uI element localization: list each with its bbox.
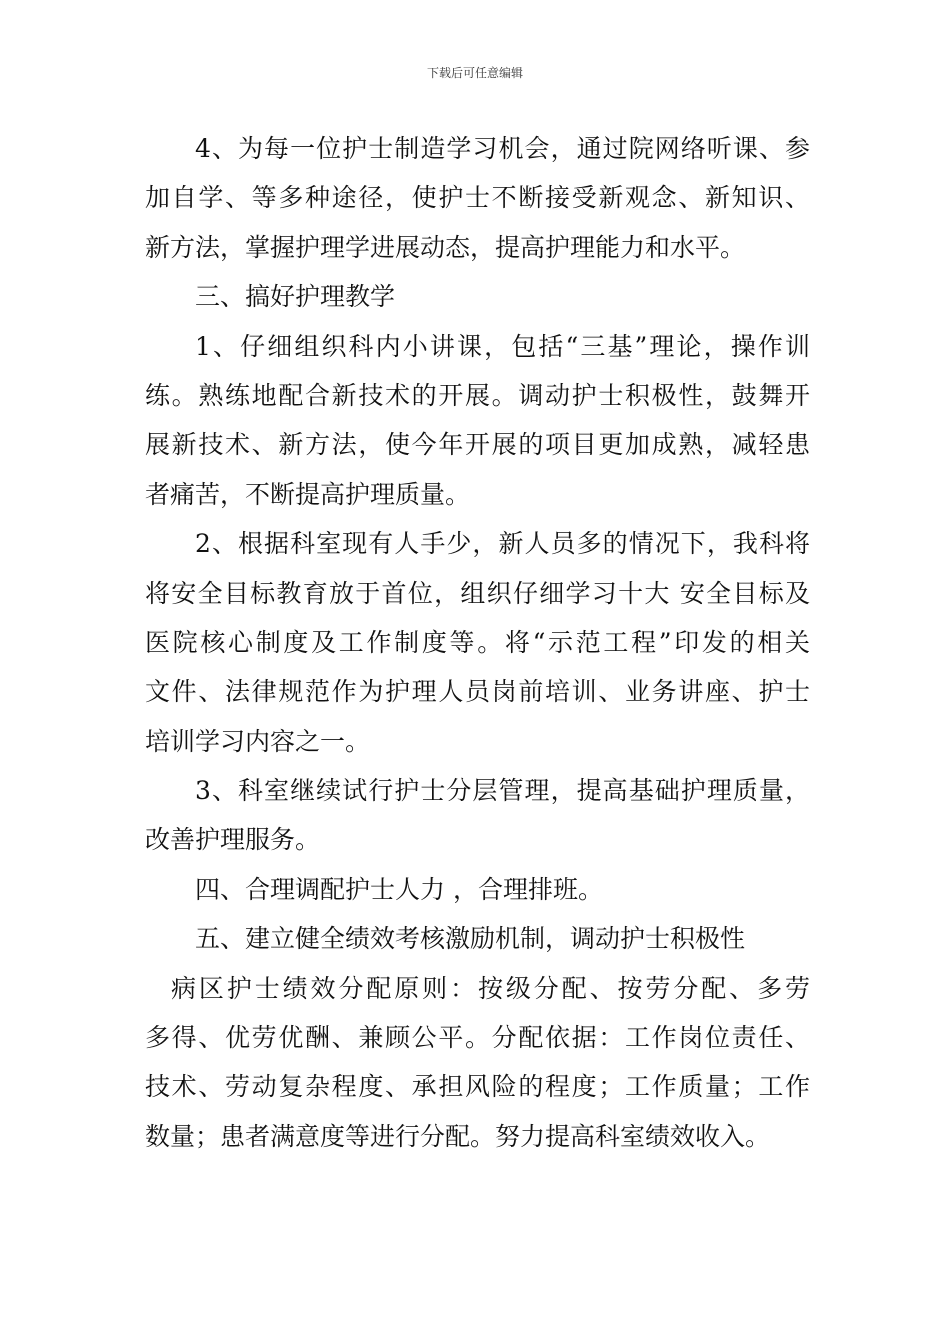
paragraph-line: 医院核心制度及工作制度等。将“示范工程”印发的相关 bbox=[145, 627, 810, 657]
section-heading: 四、合理调配护士人力 ，合理排班。 bbox=[195, 874, 603, 904]
section-heading: 三、搞好护理教学 bbox=[195, 282, 396, 312]
paragraph-line: 技术、劳动复杂程度、承担风险的程度；工作质量；工作 bbox=[145, 1072, 810, 1102]
paragraph-line: 新方法，掌握护理学进展动态，提高护理能力和水平。 bbox=[145, 232, 746, 262]
paragraph-line: 多得、优劳优酬、兼顾公平。分配依据：工作岗位责任、 bbox=[145, 1023, 810, 1053]
paragraph-line: 文件、法律规范作为护理人员岗前培训、业务讲座、护士 bbox=[145, 677, 810, 707]
paragraph-line: 培训学习内容之一。 bbox=[145, 726, 371, 756]
paragraph-line: 者痛苦，不断提高护理质量。 bbox=[145, 479, 471, 509]
paragraph-line: 病区护士绩效分配原则：按级分配、按劳分配、多劳 bbox=[171, 973, 810, 1003]
paragraph-line: 数量；患者满意度等进行分配。努力提高科室绩效收入。 bbox=[145, 1121, 771, 1151]
page-header-note: 下载后可任意编辑 bbox=[426, 66, 523, 80]
paragraph-line: 改善护理服务。 bbox=[145, 825, 321, 855]
section-heading: 五、建立健全绩效考核激励机制，调动护士积极性 bbox=[195, 924, 746, 954]
document-body bbox=[145, 124, 810, 1161]
paragraph-line: 将安全目标教育放于首位，组织仔细学习十大 安全目标及 bbox=[145, 578, 810, 608]
paragraph-line: 3、科室继续试行护士分层管理，提高基础护理质量， bbox=[195, 776, 810, 806]
paragraph-line: 2、根据科室现有人手少，新人员多的情况下，我科将 bbox=[195, 529, 810, 559]
paragraph-line: 加自学、等多种途径，使护士不断接受新观念、新知识、 bbox=[145, 183, 810, 213]
paragraph-line: 展新技术、新方法，使今年开展的项目更加成熟，减轻患 bbox=[145, 430, 810, 460]
paragraph-line: 4、为每一位护士制造学习机会，通过院网络听课、参 bbox=[195, 134, 810, 163]
paragraph-line: 练。熟练地配合新技术的开展。调动护士积极性，鼓舞开 bbox=[145, 380, 810, 410]
paragraph-line: 1、仔细组织科内小讲课，包括“三基”理论，操作训 bbox=[195, 331, 810, 361]
